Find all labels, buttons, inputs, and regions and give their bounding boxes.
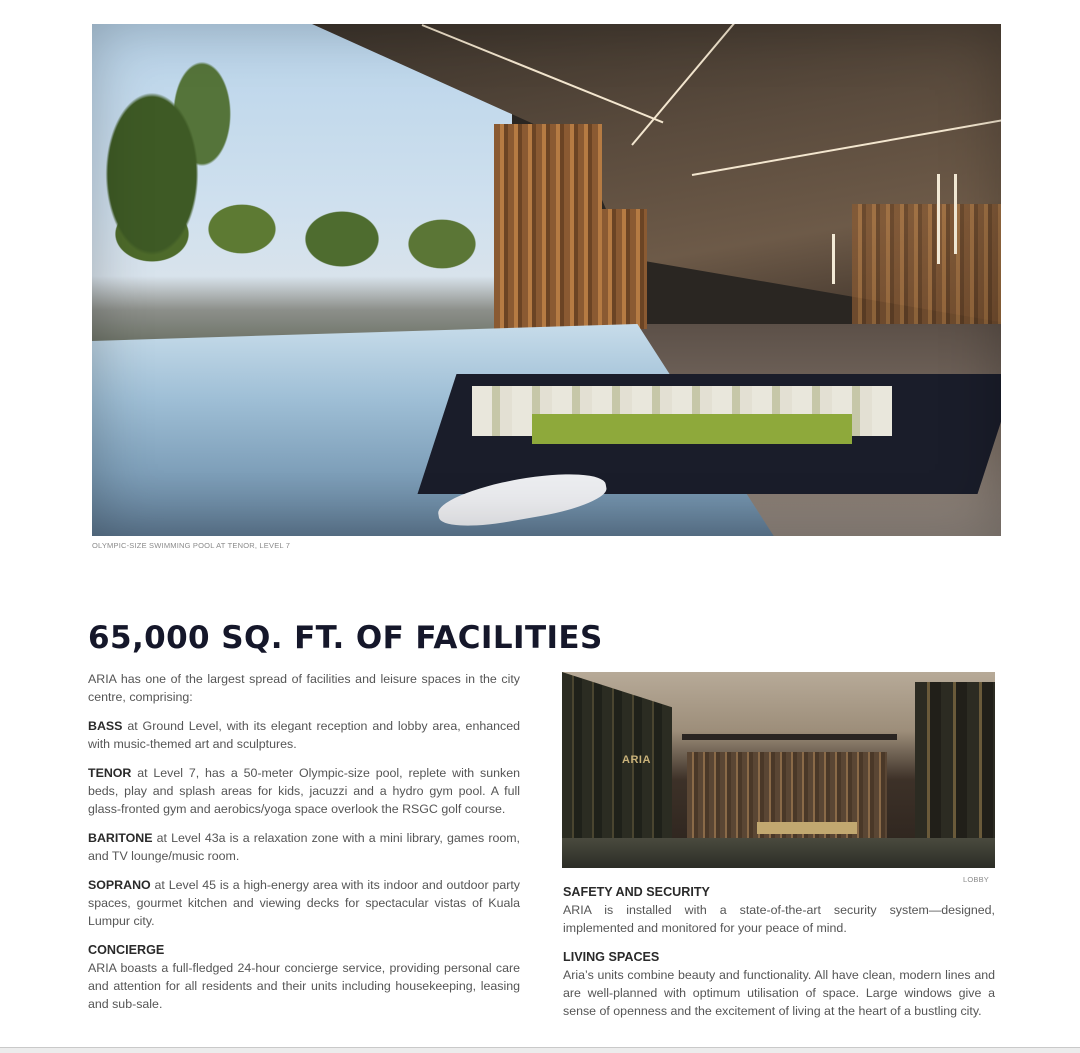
section-body-safety: ARIA is installed with a state-of-the-art security system—designed, implemented and monitored for your peace of mind. <box>563 903 995 935</box>
section-body-concierge: ARIA boasts a full-fledged 24-hour concierge service, providing personal care and attention for all residents and their units including housekeeping, leasing and sub-sale. <box>88 961 520 1011</box>
left-column <box>88 670 520 1024</box>
hero-image-pool <box>92 24 1001 536</box>
lobby-image <box>562 672 995 868</box>
section-heading-living: LIVING SPACES <box>563 950 660 964</box>
level-paragraph-soprano: SOPRANO at Level 45 is a high-energy area with its indoor and outdoor party spaces, gourmet kitchen and viewing decks for spectacular vistas of Kuala Lumpur city. <box>88 878 520 928</box>
level-name: BASS <box>88 719 123 733</box>
level-name: BARITONE <box>88 831 153 845</box>
lobby-caption: LOBBY <box>963 875 990 884</box>
level-paragraph-baritone: BARITONE at Level 43a is a relaxation zone with a mini library, games room, and TV lounge/music room. <box>88 831 520 863</box>
lobby-bench <box>757 822 857 834</box>
page-title: 65,000 SQ. FT. OF FACILITIES <box>88 620 603 656</box>
level-paragraph-bass: BASS at Ground Level, with its elegant reception and lobby area, enhanced with music-themed art and sculptures. <box>88 719 520 751</box>
lobby-floor <box>562 838 995 868</box>
hero-caption: OLYMPIC-SIZE SWIMMING POOL AT TENOR, LEVEL 7 <box>92 541 291 550</box>
level-name: TENOR <box>88 766 132 780</box>
section-body-living: Aria’s units combine beauty and functionality. All have clean, modern lines and are well-planned with optimum utilisation of space. Large windows give a sense of openness and the excitement of living at the heart of a bustling city. <box>563 968 995 1018</box>
level-name: SOPRANO <box>88 878 151 892</box>
section-heading-safety: SAFETY AND SECURITY <box>563 885 710 899</box>
right-column <box>563 883 995 1031</box>
intro-paragraph: ARIA has one of the largest spread of facilities and leisure spaces in the city centre, comprising: <box>88 672 520 704</box>
level-paragraph-tenor: TENOR at Level 7, has a 50-meter Olympic-size pool, replete with sunken beds, play and splash areas for kids, jacuzzi and a hydro gym pool. A full glass-fronted gym and aerobics/yoga space overlook the RSGC golf course. <box>88 766 520 816</box>
section-heading-concierge: CONCIERGE <box>88 943 165 957</box>
aria-sign: ARIA <box>622 754 651 766</box>
